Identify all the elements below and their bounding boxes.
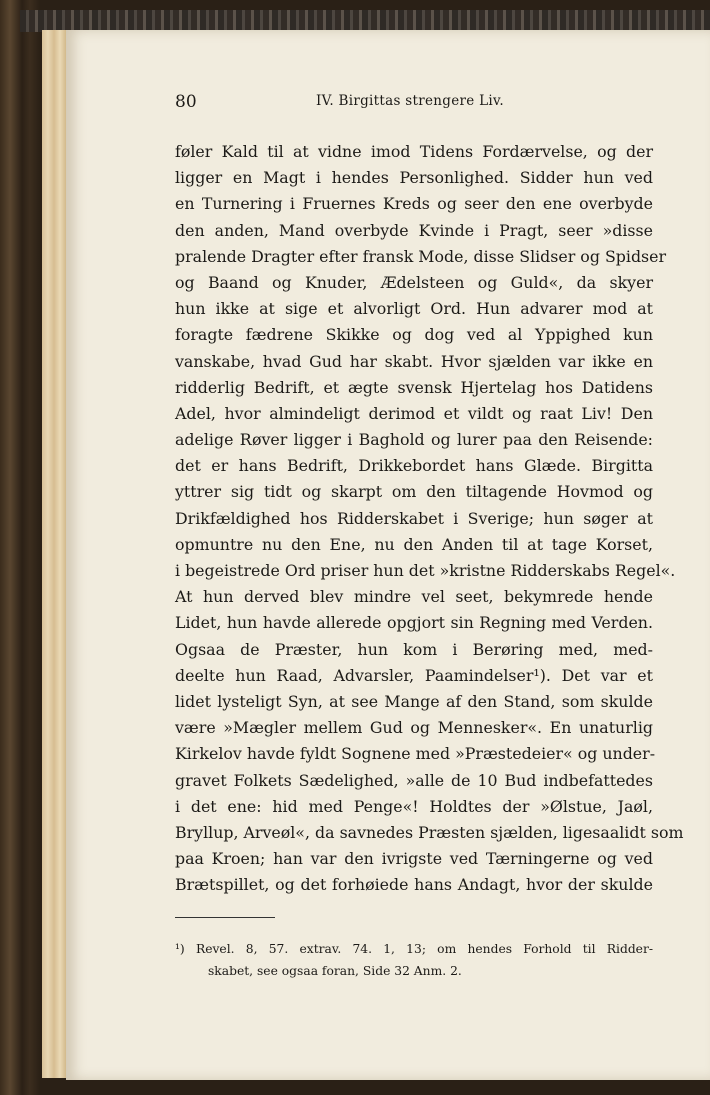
text-line: Bryllup, Arveøl«, da savnedes Præsten sjælden, ligesaalidt som: [175, 822, 684, 842]
text-line: gravet Folkets Sædelighed, »alle de 10 Bud indbefattedes: [175, 770, 653, 790]
text-line: At hun derved blev mindre vel seet, bekymrede hende: [175, 587, 653, 607]
footnote: [175, 938, 653, 982]
running-title: IV. Birgittas strengere Liv.: [316, 93, 504, 109]
footnote-line: skabet, see ogsaa foran, Side 32 Anm. 2.: [208, 964, 462, 978]
text-line: i det ene: hid med Penge«! Holdtes der »Ølstue, Jaøl,: [175, 796, 653, 816]
text-line: pralende Dragter efter fransk Mode, disse Slidser og Spidser: [175, 246, 667, 266]
text-line: være »Mægler mellem Gud og Mennesker«. En unaturlig: [175, 718, 653, 738]
text-line: en Turnering i Fruernes Kreds og seer den ene overbyde: [175, 194, 653, 214]
page-number: 80: [175, 92, 197, 112]
text-line: Drikfældighed hos Ridderskabet i Sverige; hun søger at: [175, 508, 653, 528]
text-line: Adel, hvor almindeligt derimod et vildt og raat Liv! Den: [175, 403, 653, 423]
text-line: opmuntre nu den Ene, nu den Anden til at tage Korset,: [175, 534, 653, 554]
text-line: vanskabe, hvad Gud har skabt. Hvor sjælden var ikke en: [175, 351, 653, 371]
text-line: føler Kald til at vidne imod Tidens Fordærvelse, og der: [175, 142, 653, 161]
text-line: lidet lysteligt Syn, at see Mange af den Stand, som skulde: [175, 691, 653, 711]
text-line: paa Kroen; han var den ivrigste ved Tærningerne og ved: [175, 849, 653, 869]
text-line: yttrer sig tidt og skarpt om den tiltagende Hovmod og: [175, 482, 653, 502]
text-line: adelige Røver ligger i Baghold og lurer paa den Reisende:: [175, 430, 653, 450]
text-line: foragte fædrene Skikke og dog ved al Yppighed kun: [175, 325, 653, 345]
text-line: hun ikke at sige et alvorligt Ord. Hun advarer mod at: [175, 299, 653, 319]
text-line: Kirkelov havde fyldt Sognene med »Præstedeier« og under-: [175, 744, 656, 764]
book-cover-edge: [20, 10, 710, 32]
text-line: det er hans Bedrift, Drikkebordet hans Glæde. Birgitta: [175, 456, 653, 476]
text-line: Brætspillet, og det forhøiede hans Andagt, hvor der skulde: [175, 875, 653, 895]
text-line: og Baand og Knuder, Ædelsteen og Guld«, da skyer: [175, 272, 653, 292]
text-line: den anden, Mand overbyde Kvinde i Pragt, seer »disse: [175, 220, 653, 240]
text-line: Ogsaa de Præster, hun kom i Berøring med, med-: [175, 639, 653, 659]
text-line: ligger en Magt i hendes Personlighed. Sidder hun ved: [175, 168, 653, 188]
text-line: deelte hun Raad, Advarsler, Paamindelser¹). Det var et: [175, 665, 653, 685]
footnote-rule: [175, 917, 275, 918]
text-line: i begeistrede Ord priser hun det »kristne Ridderskabs Regel«.: [175, 561, 676, 580]
footnote-line: ¹) Revel. 8, 57. extrav. 74. 1, 13; om hendes Forhold til Ridder-: [175, 942, 653, 956]
text-line: ridderlig Bedrift, et ægte svensk Hjertelag hos Datidens: [175, 377, 653, 397]
text-line: Lidet, hun havde allerede opgjort sin Regning med Verden.: [175, 613, 653, 633]
body-text: [175, 139, 684, 898]
